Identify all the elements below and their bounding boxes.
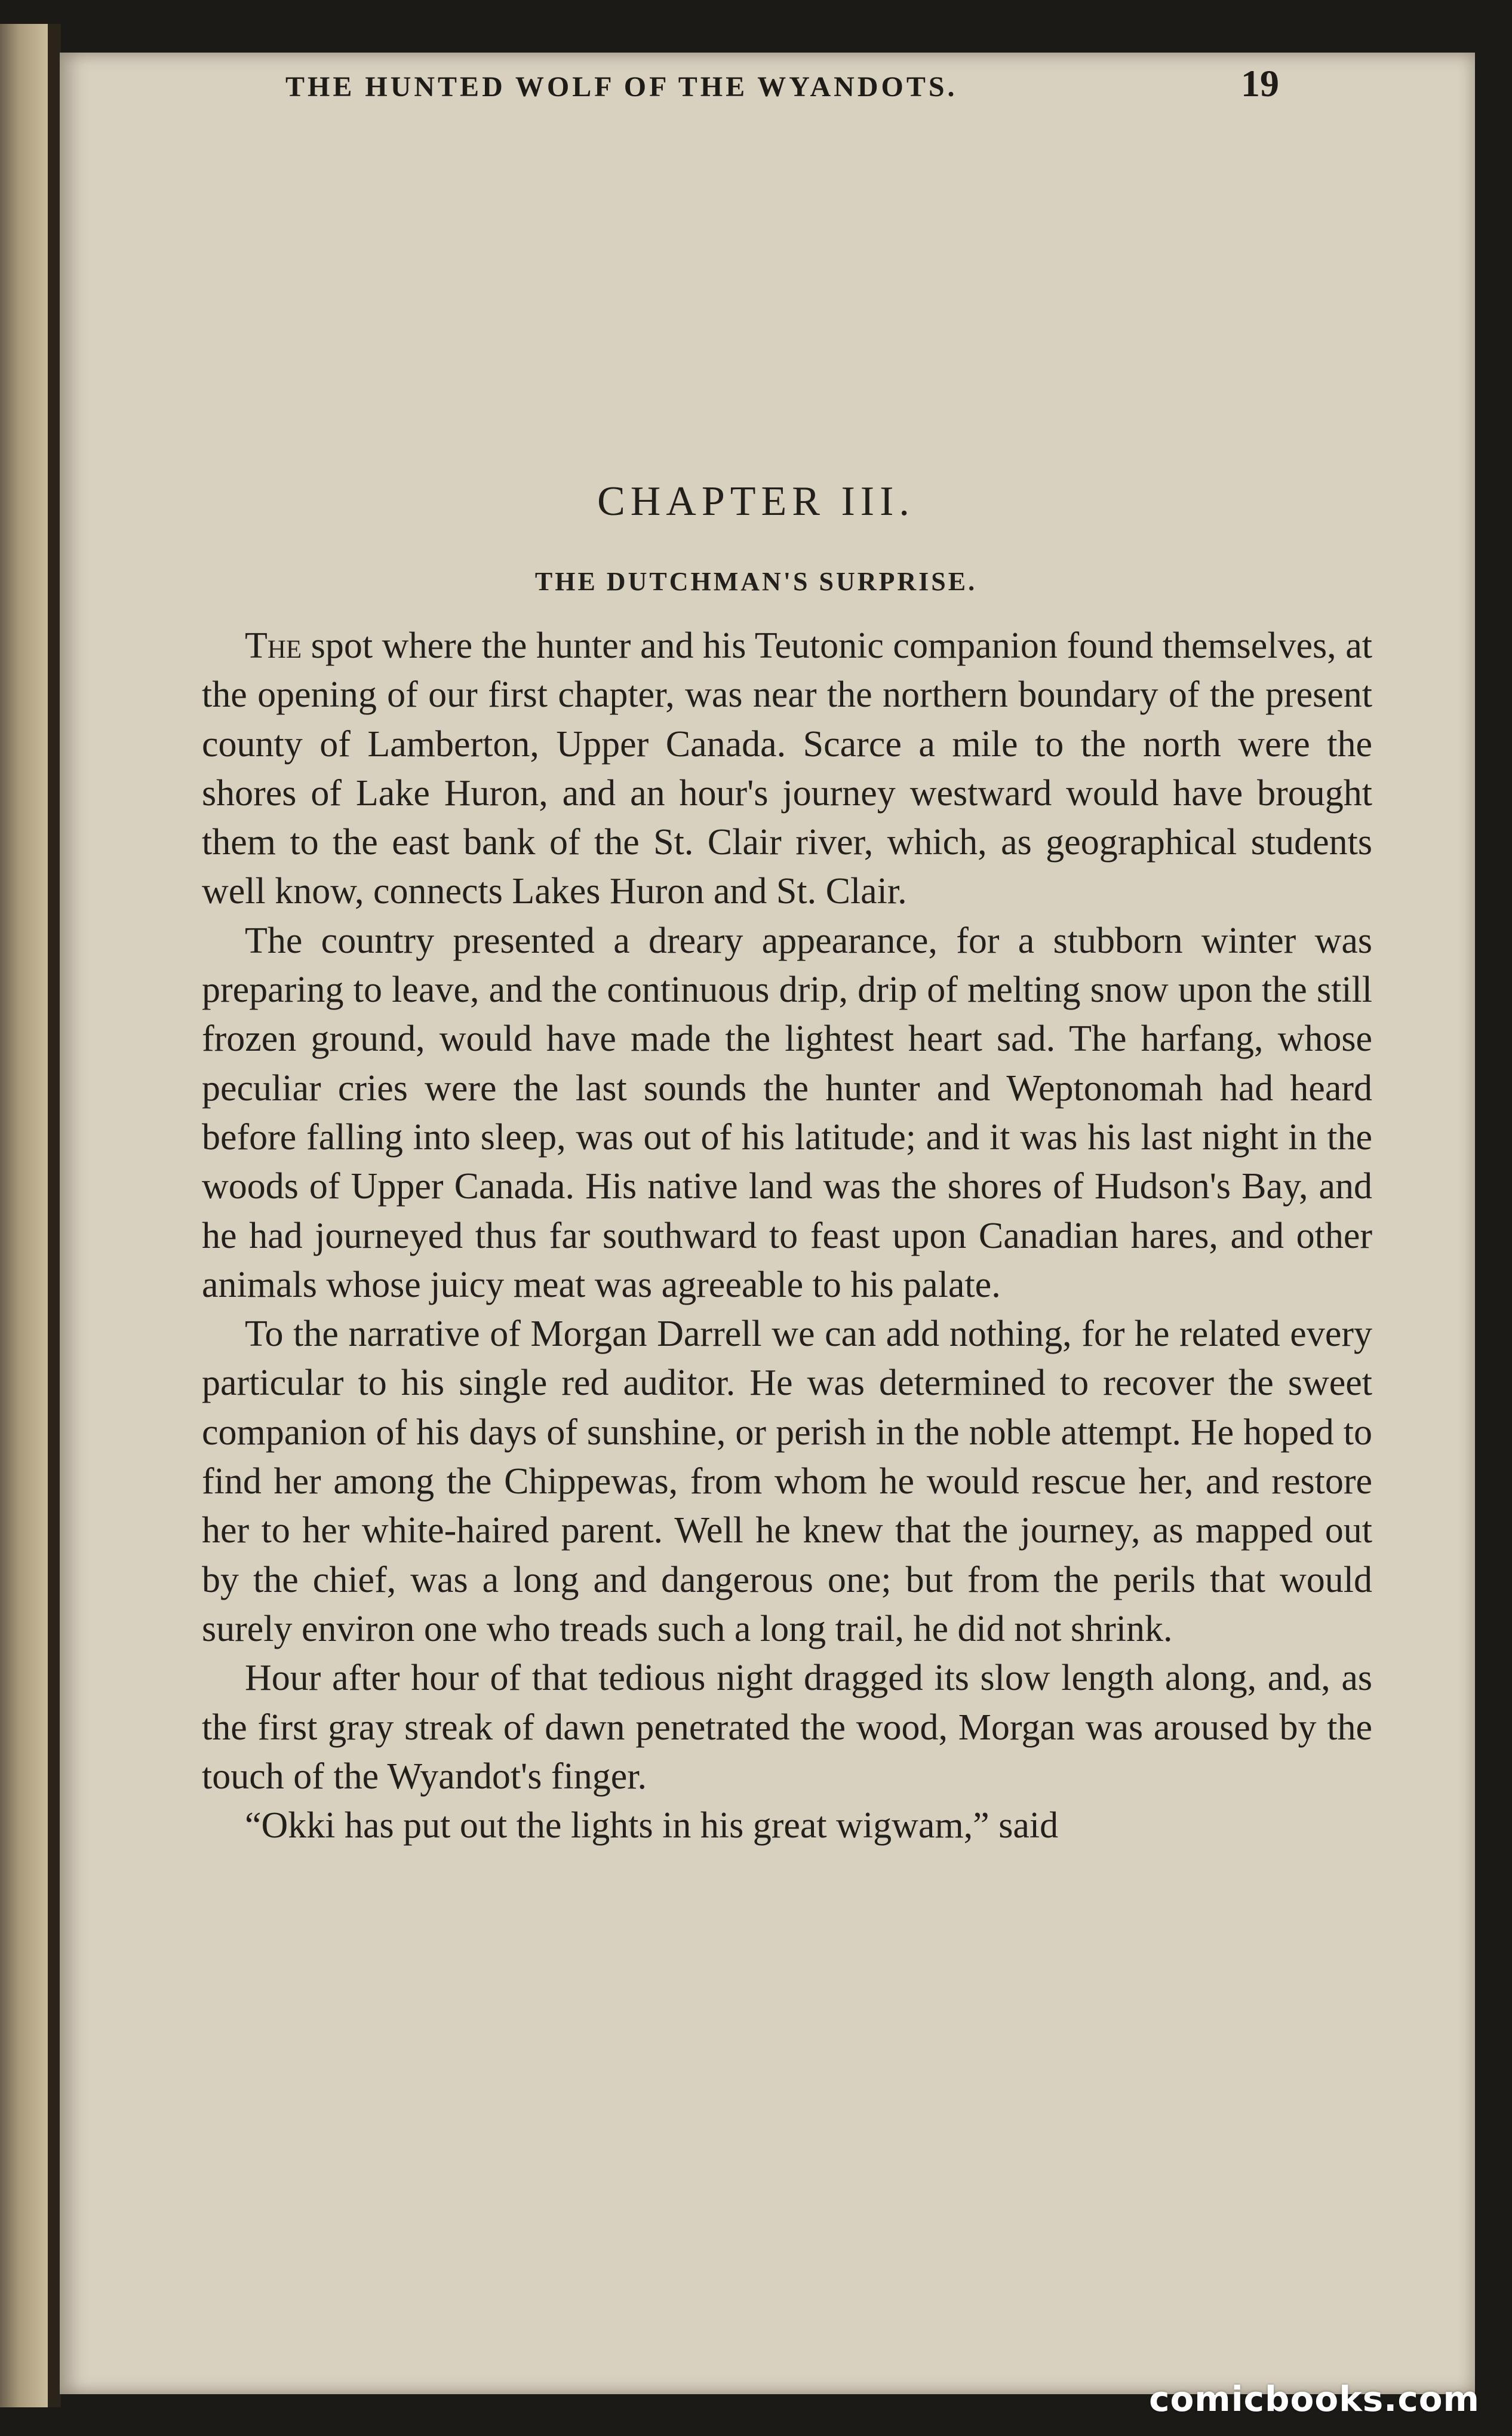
paragraph-text: “Okki has put out the lights in his great wigwam,” said (245, 1805, 1059, 1846)
paragraph-4 (202, 1653, 1372, 1801)
previous-page-edge (0, 24, 48, 2407)
chapter-subtitle: THE DUTCHMAN'S SURPRISE. (534, 567, 978, 596)
paragraph-5 (202, 1801, 1372, 1850)
page-number: 19 (1241, 62, 1279, 105)
chapter-body (202, 621, 1372, 1850)
paragraph-text: To the narrative of Morgan Darrell we can add nothing, for he related every particular to his single red auditor. He was determined to recover the sweet companion of his days of sunshine, or perish in the noble attempt. He hoped to find her among the Chippewas, from whom he would rescue her, and restore her to her white-haired parent. Well he knew that the journey, as mapped out by the chief, was a long and dangerous one; but from the perils that would surely environ one who treads such a long trail, he did not shrink. (202, 1314, 1372, 1649)
chapter-title: CHAPTER III. (597, 478, 915, 524)
paragraph-1 (202, 621, 1372, 916)
paragraph-lead-word: The (245, 625, 302, 666)
paragraph-3 (202, 1309, 1372, 1653)
paragraph-text: spot where the hunter and his Teutonic companion found themselves, at the opening of our first chapter, was near the northern boundary of the present county of Lamberton, Upper Canada. Scarce a mile to the north were the shores of Lake Huron, and an hour's journey westward would have brought them to the east bank of the St. Clair river, which, as geographical students well know, connects Lakes Huron and St. Clair. (202, 625, 1372, 912)
paragraph-text: Hour after hour of that tedious night dragged its slow length along, and, as the first gray streak of dawn penetrated the wood, Morgan was aroused by the touch of the Wyandot's finger. (202, 1658, 1372, 1797)
paragraph-2 (202, 916, 1372, 1309)
running-head-title: THE HUNTED WOLF OF THE WYANDOTS. (285, 71, 958, 103)
book-gutter (48, 24, 61, 2407)
site-watermark: comicbooks.com (1149, 2379, 1480, 2419)
paragraph-text: The country presented a dreary appearance, for a stubborn winter was preparing to leave, and the continuous drip, drip of melting snow upon the still frozen ground, would have made the lightest heart sad. The harfang, whose peculiar cries were the last sounds the hunter and Weptonomah had heard before falling into sleep, was out of his latitude; and it was his last night in the woods of Upper Canada. His native land was the shores of Hudson's Bay, and he had journeyed thus far southward to feast upon Canadian hares, and other animals whose juicy meat was agreeable to his palate. (202, 920, 1372, 1305)
